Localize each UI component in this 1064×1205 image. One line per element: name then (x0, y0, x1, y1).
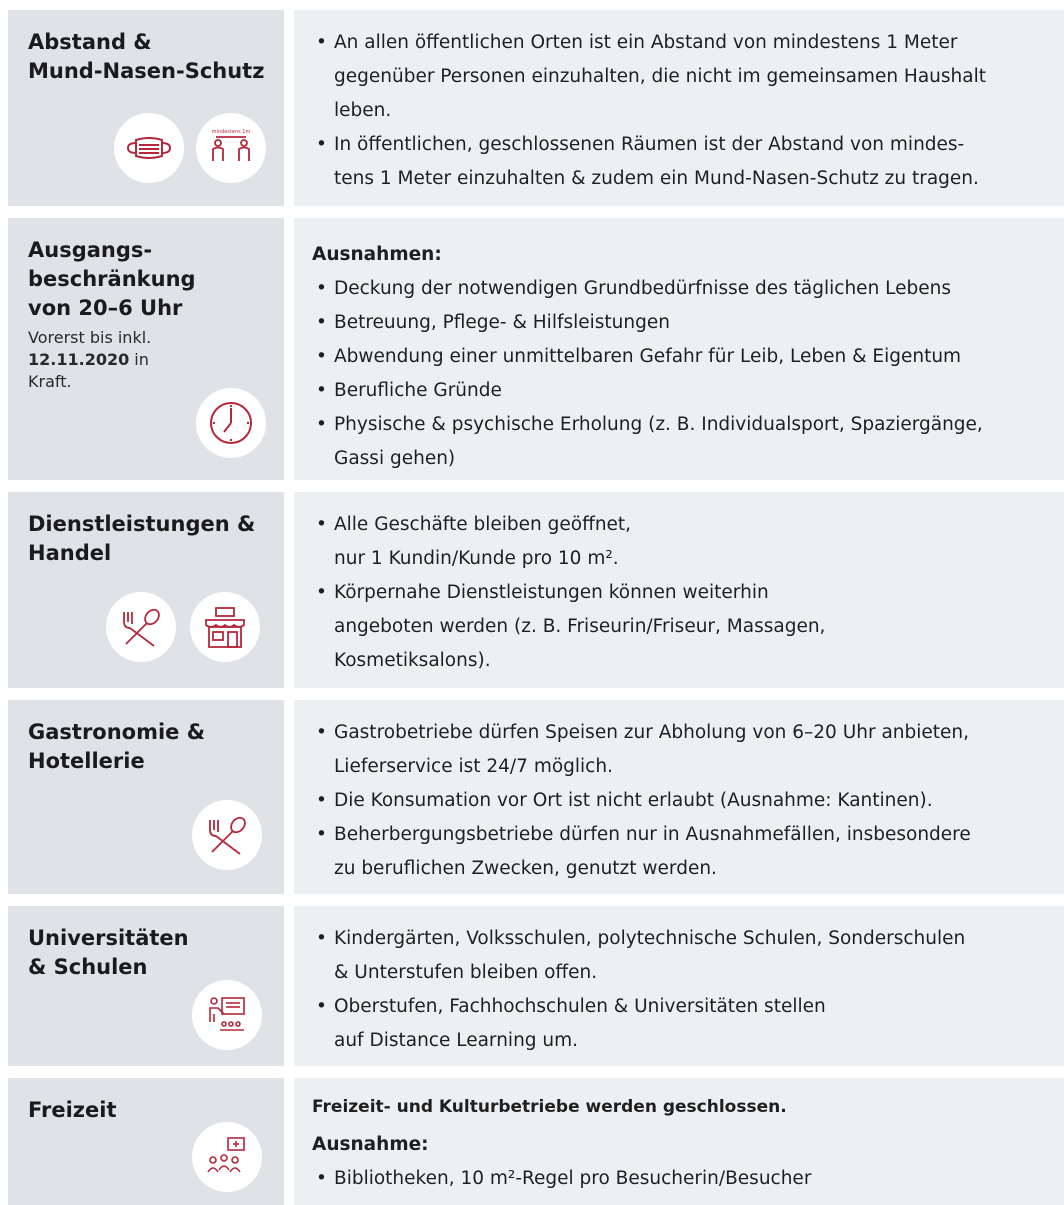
list-item (312, 508, 1050, 576)
list-item (312, 26, 1050, 128)
rules-list (312, 1162, 1050, 1196)
category-title (28, 1096, 268, 1125)
title-line: & Schulen (28, 955, 148, 979)
list-item (312, 784, 1050, 818)
note-line (28, 349, 268, 371)
category-title (28, 924, 268, 982)
shop-icon (190, 592, 260, 662)
category-title (28, 236, 268, 323)
category-title (28, 28, 268, 86)
rules-list (312, 508, 1050, 678)
text-line: • Die Konsumation vor Ort ist nicht erlaubt (Ausnahme: Kantinen). (334, 790, 933, 811)
text-line: leben. (334, 100, 392, 121)
text-line: zu beruflichen Zwecken, genutzt werden. (334, 858, 717, 879)
title-line: beschränkung (28, 267, 196, 291)
list-item (312, 272, 1050, 306)
title-line: Abstand & (28, 30, 152, 54)
people-chat-icon (192, 1122, 262, 1192)
rules-list (312, 272, 1050, 476)
rules-list (312, 26, 1050, 196)
rules-list (312, 922, 1050, 1058)
list-item (312, 576, 1050, 678)
row-dienstleistungen (8, 492, 1064, 688)
text-line: tens 1 Meter einzuhalten & zudem ein Mund-Nasen-Schutz zu tragen. (334, 168, 979, 189)
category-note (28, 327, 268, 393)
clock-icon (196, 388, 266, 458)
face-mask-icon (114, 113, 184, 183)
rules-cell (294, 700, 1064, 894)
text-line: • Physische & psychische Erholung (z. B. Individualsport, Spaziergänge, (334, 414, 983, 435)
text-line: • Bibliotheken, 10 m²-Regel pro Besucherin/Besucher (334, 1168, 812, 1189)
category-cell (8, 492, 284, 688)
note-line: Kraft. (28, 372, 72, 391)
rules-list (312, 716, 1050, 886)
list-item (312, 1162, 1050, 1196)
category-cell (8, 1078, 284, 1205)
category-title (28, 718, 268, 776)
title-line: Ausgangs- (28, 238, 153, 262)
classroom-icon (192, 980, 262, 1050)
note-line: Vorerst bis inkl. (28, 328, 152, 347)
text-line: • Abwendung einer unmittelbaren Gefahr für Leib, Leben & Eigentum (334, 346, 962, 367)
text-line: • Alle Geschäfte bleiben geöffnet, (334, 514, 632, 535)
category-title (28, 510, 268, 568)
text-line: • Kindergärten, Volksschulen, polytechnische Schulen, Sonderschulen (334, 928, 966, 949)
text-line: angeboten werden (z. B. Friseurin/Friseur, Massagen, (334, 616, 826, 637)
fork-spoon-icon (106, 592, 176, 662)
list-item (312, 374, 1050, 408)
category-cell (8, 906, 284, 1066)
icon-label: mindestens 1m (211, 129, 251, 135)
list-item (312, 306, 1050, 340)
title-line: Dienstleistungen & (28, 512, 256, 536)
fork-spoon-icon (192, 800, 262, 870)
text-line: Kosmetiksalons). (334, 650, 491, 671)
title-line: Mund-Nasen-Schutz (28, 59, 265, 83)
list-item (312, 340, 1050, 374)
title-line: Handel (28, 541, 112, 565)
category-cell (8, 700, 284, 894)
text-line: & Unterstufen bleiben offen. (334, 962, 598, 983)
row-ausgangsbeschraenkung (8, 218, 1064, 480)
list-item (312, 716, 1050, 784)
row-gastronomie (8, 700, 1064, 894)
text-line: auf Distance Learning um. (334, 1030, 579, 1051)
text-line: • An allen öffentlichen Orten ist ein Abstand von mindestens 1 Meter (334, 32, 958, 53)
list-item (312, 818, 1050, 886)
rules-cell (294, 906, 1064, 1066)
rules-cell (294, 492, 1064, 688)
rules-cell (294, 10, 1064, 206)
category-cell (8, 218, 284, 480)
title-line: Universitäten (28, 926, 189, 950)
row-abstand (8, 10, 1064, 206)
exceptions-heading: Ausnahmen: (312, 244, 442, 265)
list-item (312, 408, 1050, 476)
note-text: in (129, 350, 149, 369)
note-date: 12.11.2020 (28, 350, 130, 369)
text-line: Gassi gehen) (334, 448, 456, 469)
text-line: gegenüber Personen einzuhalten, die nicht im gemeinsamen Haushalt (334, 66, 986, 87)
list-item (312, 128, 1050, 196)
list-item (312, 922, 1050, 990)
text-line: • Deckung der notwendigen Grundbedürfnisse des täglichen Lebens (334, 278, 952, 299)
text-line: • Betreuung, Pflege- & Hilfsleistungen (334, 312, 670, 333)
distance-people-icon (196, 113, 266, 183)
row-freizeit (8, 1078, 1064, 1205)
title-line: Gastronomie & (28, 720, 206, 744)
rules-cell (294, 1078, 1064, 1205)
rules-cell (294, 218, 1064, 480)
text-line: Lieferservice ist 24/7 möglich. (334, 756, 613, 777)
text-line: • In öffentlichen, geschlossenen Räumen ist der Abstand von mindes- (334, 134, 965, 155)
text-line: • Gastrobetriebe dürfen Speisen zur Abholung von 6–20 Uhr anbieten, (334, 722, 970, 743)
exceptions-heading: Ausnahme: (312, 1134, 429, 1155)
list-item (312, 990, 1050, 1058)
closure-note: Freizeit- und Kulturbetriebe werden geschlossen. (312, 1097, 787, 1117)
text-line: nur 1 Kundin/Kunde pro 10 m². (334, 548, 619, 569)
row-universitaeten (8, 906, 1064, 1066)
text-line: • Körpernahe Dienstleistungen können weiterhin (334, 582, 769, 603)
title-line: Hotellerie (28, 749, 145, 773)
text-line: • Beherbergungsbetriebe dürfen nur in Ausnahmefällen, insbesondere (334, 824, 971, 845)
title-line: Freizeit (28, 1098, 117, 1122)
text-line: • Berufliche Gründe (334, 380, 502, 401)
category-cell (8, 10, 284, 206)
text-line: • Oberstufen, Fachhochschulen & Universitäten stellen (334, 996, 826, 1017)
title-line: von 20–6 Uhr (28, 296, 183, 320)
